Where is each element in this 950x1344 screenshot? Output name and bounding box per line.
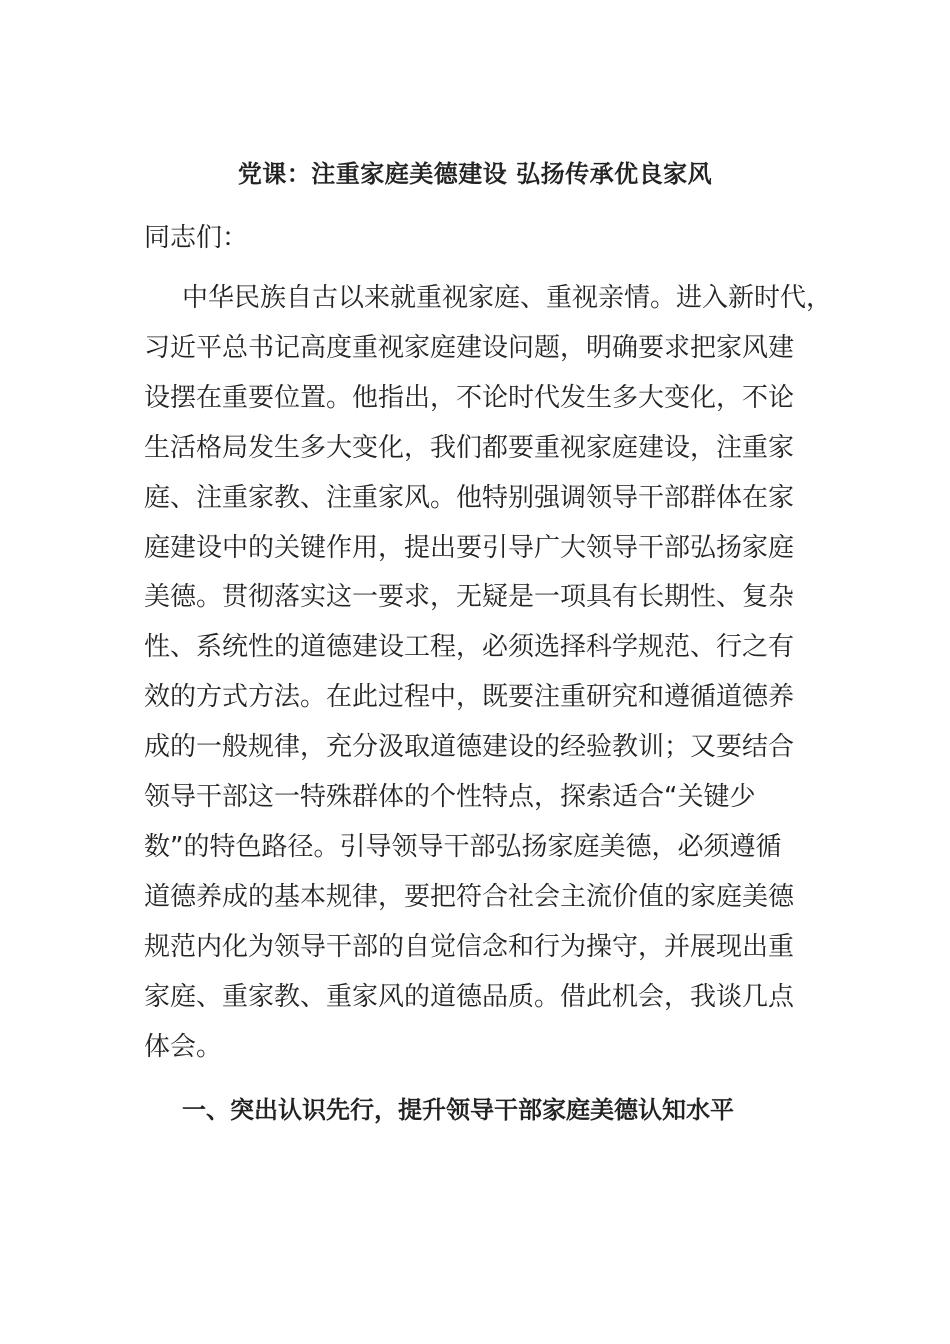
paragraph-line: 习近平总书记高度重视家庭建设问题，明确要求把家风建 xyxy=(144,332,795,363)
paragraph-line: 效的方式方法。在此过程中，既要注重研究和遵循道德养 xyxy=(144,682,795,713)
paragraph-line: 中华民族自古以来就重视家庭、重视亲情。进入新时代， xyxy=(182,283,833,313)
paragraph-line: 庭、注重家教、注重家风。他特别强调领导干部群体在家 xyxy=(144,482,795,513)
paragraph-line: 道德养成的基本规律，要把符合社会主流价值的家庭美德 xyxy=(144,881,795,912)
paragraph-line: 庭建设中的关键作用，提出要引导广大领导干部弘扬家庭 xyxy=(144,532,795,563)
paragraph-line: 领导干部这一特殊群体的个性特点，探索适合“关键少 xyxy=(144,782,756,813)
paragraph-line: 成的一般规律，充分汲取道德建设的经验教训；又要结合 xyxy=(144,732,795,763)
paragraph-line: 生活格局发生多大变化，我们都要重视家庭建设，注重家 xyxy=(144,432,795,463)
paragraph-line: 设摆在重要位置。他指出，不论时代发生多大变化，不论 xyxy=(144,382,795,413)
body-paragraph xyxy=(144,274,833,1073)
paragraph-line: 体会。 xyxy=(144,1031,223,1062)
salutation: 同志们： xyxy=(144,223,249,253)
paragraph-line: 数”的特色路径。引导领导干部弘扬家庭美德，必须遵循 xyxy=(144,831,782,862)
paragraph-line: 规范内化为领导干部的自觉信念和行为操守，并展现出重 xyxy=(144,931,795,962)
section-heading: 一、突出认识先行，提升领导干部家庭美德认知水平 xyxy=(182,1096,734,1124)
paragraph-line: 性、系统性的道德建设工程，必须选择科学规范、行之有 xyxy=(144,632,795,663)
paragraph-line: 家庭、重家教、重家风的道德品质。借此机会，我谈几点 xyxy=(144,981,795,1012)
document-title: 党课：注重家庭美德建设 弘扬传承优良家风 xyxy=(237,160,713,188)
paragraph-line: 美德。贯彻落实这一要求，无疑是一项具有长期性、复杂 xyxy=(144,582,795,613)
